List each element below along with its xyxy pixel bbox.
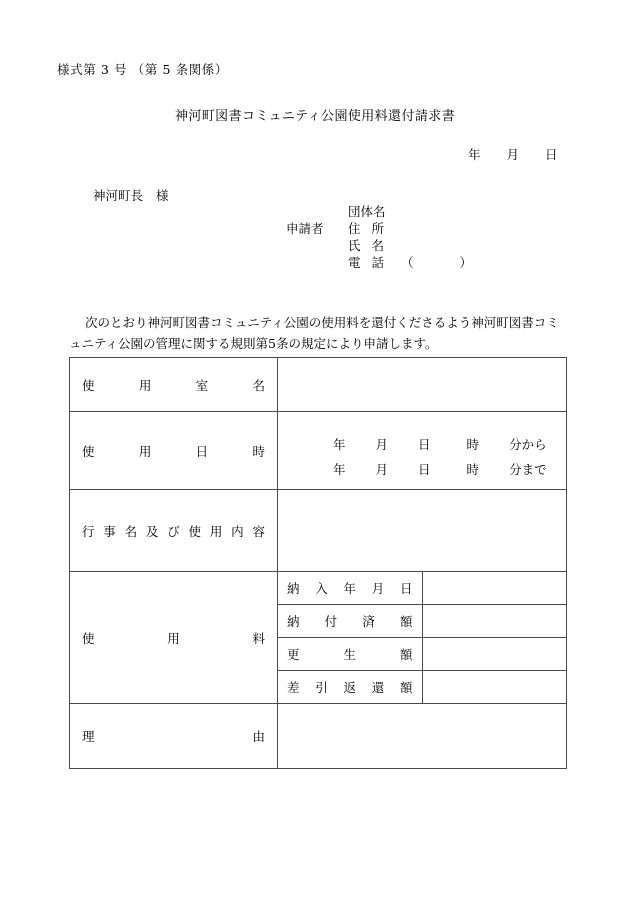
body-paragraph — [69, 312, 569, 354]
datetime-from-row — [278, 432, 566, 457]
event-value[interactable] — [278, 490, 567, 572]
to-year: 年 — [333, 462, 346, 477]
from-hour: 時 — [466, 437, 480, 452]
from-minute-suffix: 分から — [509, 437, 547, 452]
addressee-honorific: 様 — [156, 188, 169, 203]
applicant-phone-label: 電話 — [348, 255, 384, 270]
event-label: 行事名及び使用内容 — [70, 490, 278, 572]
date-day-label: 日 — [545, 147, 558, 162]
addressee — [93, 186, 169, 204]
to-month: 月 — [375, 462, 389, 477]
datetime-value[interactable] — [278, 412, 567, 490]
applicant-address-label: 住所 — [348, 221, 384, 236]
to-day: 日 — [418, 462, 431, 477]
form-code: 様式第 3 号 （第 5 条関係） — [57, 62, 228, 77]
addressee-name: 神河町長 — [93, 188, 144, 203]
document-title: 神河町図書コミュニティ公園使用料還付請求書 — [174, 109, 456, 124]
table-row-room-name — [70, 358, 567, 412]
fee-subrow-label-paid-amount: 納付済額 — [278, 605, 423, 638]
fee-subrow-label-revised-amount: 更生額 — [278, 638, 423, 671]
datetime-label: 使用日時 — [70, 412, 278, 490]
room-name-value[interactable] — [278, 358, 567, 412]
table-row-datetime — [70, 412, 567, 490]
datetime-to-row — [278, 457, 566, 482]
reason-label: 理由 — [70, 704, 278, 769]
to-hour: 時 — [466, 462, 480, 477]
fee-subrow-value-payment-date[interactable] — [422, 572, 567, 605]
body-paragraph-text: 次のとおり神河町図書コミュニティ公園の使用料を還付くださるよう神河町図書コミュニティ公園の管理に関する規則第5条の規定により申請します。 — [69, 315, 559, 351]
phone-close-paren: ） — [459, 255, 473, 270]
fee-label: 使用料 — [70, 572, 278, 704]
fee-subrow-value-paid-amount[interactable] — [422, 605, 567, 638]
applicant-phone-parens — [401, 254, 472, 271]
from-year: 年 — [333, 437, 346, 452]
fee-subrow-value-revised-amount[interactable] — [422, 638, 567, 671]
fee-subrow-value-refund-amount[interactable] — [422, 671, 567, 704]
fee-subrow-label-refund-amount: 差引返還額 — [278, 671, 423, 704]
date-year-label: 年 — [468, 147, 481, 162]
applicant-group-label: 団体名 — [348, 204, 386, 219]
table-row-fee-1 — [70, 572, 567, 605]
applicant-name-label: 氏名 — [348, 238, 384, 253]
from-day: 日 — [418, 437, 431, 452]
from-month: 月 — [375, 437, 389, 452]
applicant-tag: 申請者 — [286, 221, 324, 236]
room-name-label: 使用室名 — [70, 358, 278, 412]
to-minute-suffix: 分まで — [509, 462, 547, 477]
fee-subrow-label-payment-date: 納入年月日 — [278, 572, 423, 605]
application-table — [69, 357, 567, 769]
date-line — [468, 145, 558, 163]
phone-open-paren: （ — [401, 255, 414, 270]
reason-value[interactable] — [278, 704, 567, 769]
table-row-event — [70, 490, 567, 572]
table-row-reason — [70, 704, 567, 769]
date-month-label: 月 — [506, 147, 520, 162]
